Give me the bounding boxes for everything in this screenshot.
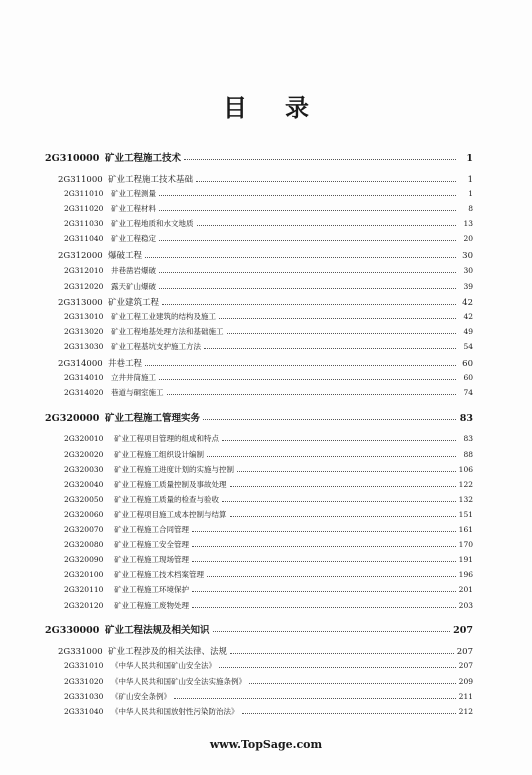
- toc-entry: [64, 509, 473, 520]
- toc-entry-code: 2G313030: [64, 342, 104, 351]
- toc-entry: [64, 706, 473, 717]
- toc-entry: [64, 311, 473, 322]
- toc-entry-title: 矿业工程施工技术档案管理: [114, 570, 204, 579]
- toc-entry-title: 矿业工程基坑支护施工方法: [111, 342, 201, 351]
- toc-entry: [58, 173, 473, 185]
- toc-entry-page: 207: [458, 661, 473, 670]
- toc-entry-title: 矿业工程项目管理的组成和特点: [114, 434, 219, 443]
- toc-entry-page: 30: [463, 266, 473, 275]
- toc-entry-code: 2G320050: [64, 495, 104, 504]
- toc-entry-title: 矿业工程施工安全管理: [114, 540, 189, 549]
- toc-leader-dots: [159, 240, 456, 241]
- toc-entry: [45, 622, 473, 636]
- toc-entry: [64, 584, 473, 595]
- toc-entry-title: 矿业建筑工程: [108, 298, 160, 308]
- toc-entry: [64, 387, 473, 398]
- toc-entry-page: 1: [467, 175, 473, 185]
- toc-entry-code: 2G320070: [64, 525, 104, 534]
- toc-leader-dots: [204, 348, 456, 349]
- toc-entry: [64, 281, 473, 292]
- toc-entry-title: 矿业工程施工合同管理: [114, 525, 189, 534]
- toc-entry: [64, 203, 473, 214]
- toc-entry-page: 207: [453, 625, 473, 636]
- toc-leader-dots: [159, 288, 456, 289]
- toc-entry-title: 矿业工程施工技术: [105, 153, 182, 164]
- toc-entry-code: 2G320030: [64, 465, 104, 474]
- toc-entry-code: 2G311030: [64, 219, 104, 228]
- toc-entry-code: 2G320100: [64, 570, 104, 579]
- toc-entry: [58, 645, 473, 657]
- toc-leader-dots: [167, 394, 457, 395]
- toc-entry: [64, 524, 473, 535]
- toc-entry-title: 矿业工程工业建筑的结构及施工: [111, 312, 216, 321]
- toc-entry: [58, 357, 473, 369]
- page-title: [0, 88, 532, 123]
- toc-entry-title: 《矿山安全条例》: [111, 692, 171, 701]
- toc-entry-code: 2G311000: [58, 175, 103, 185]
- toc-entry: [45, 410, 473, 424]
- toc-leader-dots: [222, 501, 456, 502]
- toc-entry-page: 74: [463, 388, 473, 397]
- toc-entry: [64, 479, 473, 490]
- toc-entry-title: 立井井筒施工: [111, 373, 156, 382]
- toc-entry-code: 2G331010: [64, 661, 104, 670]
- toc-entry-code: 2G314000: [58, 359, 103, 369]
- toc-entry: [64, 464, 473, 475]
- toc-leader-dots: [162, 304, 456, 305]
- toc-entry-title: 井巷工程: [108, 359, 143, 369]
- toc-entry-page: 83: [463, 434, 473, 443]
- toc-entry-code: 2G311040: [64, 234, 104, 243]
- footer-website: www.TopSage.com: [209, 738, 323, 751]
- toc-leader-dots: [219, 318, 456, 319]
- toc-leader-dots: [192, 561, 456, 562]
- toc-entry-page: 49: [463, 327, 473, 336]
- toc-leader-dots: [159, 195, 456, 196]
- toc-entry-page: 132: [458, 495, 473, 504]
- toc-entry-page: 161: [458, 525, 473, 534]
- toc-entry: [64, 372, 473, 383]
- toc-entry: [64, 691, 473, 702]
- toc-entry-title: 矿业工程稳定: [111, 234, 156, 243]
- toc-entry: [64, 494, 473, 505]
- toc-entry-page: 20: [463, 234, 473, 243]
- toc-entry-code: 2G314010: [64, 373, 104, 382]
- toc-entry: [64, 676, 473, 687]
- toc-entry-page: 39: [463, 282, 473, 291]
- toc-leader-dots: [192, 607, 456, 608]
- toc-entry-page: 203: [458, 601, 473, 610]
- toc-leader-dots: [242, 713, 456, 714]
- toc-entry-code: 2G320090: [64, 555, 104, 564]
- toc-leader-dots: [207, 576, 456, 577]
- toc-entry-page: 211: [458, 692, 473, 701]
- toc-entry-page: 60: [463, 373, 473, 382]
- toc-entry-title: 《中华人民共和国矿山安全法实施条例》: [111, 677, 246, 686]
- toc-entry-code: 2G330000: [45, 625, 100, 636]
- toc-leader-dots: [203, 419, 456, 420]
- toc-entry-code: 2G311010: [64, 189, 104, 198]
- toc-entry-code: 2G314020: [64, 388, 104, 397]
- toc-entry-code: 2G320060: [64, 510, 104, 519]
- toc-entry-code: 2G320110: [64, 585, 104, 594]
- toc-entry: [64, 341, 473, 352]
- toc-leader-dots: [222, 440, 456, 441]
- toc-entry-code: 2G311020: [64, 204, 104, 213]
- toc-entry-title: 矿业工程地基处理方法和基础施工: [111, 327, 224, 336]
- toc-entry-page: 1: [466, 153, 473, 164]
- toc-entry-page: 106: [458, 465, 473, 474]
- toc-entry-page: 212: [458, 707, 473, 716]
- toc-entry-page: 196: [458, 570, 473, 579]
- toc-entry-title: 矿业工程施工进度计划的实施与控制: [114, 465, 234, 474]
- toc-entry-title: 《中华人民共和国矿山安全法》: [111, 661, 216, 670]
- toc-leader-dots: [230, 516, 456, 517]
- toc-entry-title: 井巷凿岩爆破: [111, 266, 156, 275]
- toc-entry: [64, 660, 473, 671]
- toc-leader-dots: [249, 683, 456, 684]
- toc-entry-page: 201: [458, 585, 473, 594]
- toc-entry-code: 2G320000: [45, 413, 100, 424]
- toc-entry-title: 矿业工程施工技术基础: [108, 175, 194, 185]
- toc-leader-dots: [145, 257, 456, 258]
- toc-leader-dots: [184, 159, 456, 160]
- toc-entry-page: 83: [459, 413, 473, 424]
- toc-entry-title: 矿业工程施工质量控制及事故处理: [114, 480, 227, 489]
- toc-entry-page: 151: [458, 510, 473, 519]
- toc-leader-dots: [196, 181, 456, 182]
- toc-entry-page: 122: [458, 480, 473, 489]
- toc-entry: [45, 150, 473, 164]
- toc-entry: [64, 554, 473, 565]
- toc-leader-dots: [197, 225, 457, 226]
- toc-entry-title: 巷道与硐室施工: [111, 388, 164, 397]
- toc-entry-code: 2G310000: [45, 153, 100, 164]
- toc-entry-code: 2G320020: [64, 450, 104, 459]
- toc-leader-dots: [159, 272, 456, 273]
- toc-leader-dots: [219, 667, 456, 668]
- toc-entry-code: 2G320120: [64, 601, 104, 610]
- toc-entry-page: 30: [462, 251, 473, 261]
- toc-entry: [64, 449, 473, 460]
- toc-entry: [64, 569, 473, 580]
- toc-leader-dots: [159, 379, 456, 380]
- toc-entry-page: 42: [462, 298, 473, 308]
- toc-entry-title: 矿业工程材料: [111, 204, 156, 213]
- toc-entry-code: 2G313010: [64, 312, 104, 321]
- toc-entry-code: 2G313000: [58, 298, 103, 308]
- toc-entry-page: 88: [463, 450, 473, 459]
- toc-leader-dots: [192, 591, 456, 592]
- toc-leader-dots: [207, 456, 456, 457]
- toc-entry: [64, 326, 473, 337]
- toc-entry-title: 矿业工程施工现场管理: [114, 555, 189, 564]
- toc-entry: [64, 233, 473, 244]
- toc-entry-title: 矿业工程施工管理实务: [105, 413, 201, 424]
- toc-entry-title: 矿业工程涉及的相关法律、法规: [108, 647, 228, 657]
- toc-entry-code: 2G312010: [64, 266, 104, 275]
- toc-entry: [64, 539, 473, 550]
- toc-leader-dots: [159, 210, 456, 211]
- toc-leader-dots: [227, 333, 457, 334]
- toc-entry-page: 54: [463, 342, 473, 351]
- toc-entry-page: 191: [458, 555, 473, 564]
- toc-entry-title: 矿业工程施工组织设计编制: [114, 450, 204, 459]
- toc-leader-dots: [230, 486, 456, 487]
- toc-entry-code: 2G320080: [64, 540, 104, 549]
- toc-entry-code: 2G312020: [64, 282, 104, 291]
- toc-entry-title: 矿业工程施工废物处理: [114, 601, 189, 610]
- toc-entry-code: 2G331020: [64, 677, 104, 686]
- toc-entry: [64, 218, 473, 229]
- toc-entry-code: 2G331030: [64, 692, 104, 701]
- toc-leader-dots: [192, 531, 456, 532]
- toc-entry: [64, 433, 473, 444]
- toc-entry-page: 8: [468, 204, 473, 213]
- toc-entry: [64, 265, 473, 276]
- toc-entry-title: 矿业工程法规及相关知识: [105, 625, 210, 636]
- toc-entry-title: 矿业工程项目施工成本控制与结算: [114, 510, 227, 519]
- toc-leader-dots: [192, 546, 456, 547]
- toc-entry-code: 2G331040: [64, 707, 104, 716]
- toc-leader-dots: [230, 653, 454, 654]
- toc-entry-page: 1: [468, 189, 473, 198]
- toc-entry-title: 爆破工程: [108, 251, 143, 261]
- toc-entry-code: 2G313020: [64, 327, 104, 336]
- toc-leader-dots: [213, 631, 451, 632]
- toc-entry-title: 《中华人民共和国放射性污染防治法》: [111, 707, 239, 716]
- toc-entry-page: 60: [462, 359, 473, 369]
- toc-leader-dots: [174, 698, 456, 699]
- toc-entry: [58, 296, 473, 308]
- toc-entry-page: 207: [456, 647, 473, 657]
- toc-entry-code: 2G320010: [64, 434, 104, 443]
- toc-entry: [58, 249, 473, 261]
- page-title-char-2: 录: [285, 94, 309, 122]
- toc-leader-dots: [145, 365, 456, 366]
- toc-entry-page: 13: [463, 219, 473, 228]
- toc-entry-title: 露天矿山爆破: [111, 282, 156, 291]
- toc-entry-code: 2G320040: [64, 480, 104, 489]
- toc-entry-title: 矿业工程测量: [111, 189, 156, 198]
- toc-entry: [64, 600, 473, 611]
- toc-entry-title: 矿业工程施工质量的检查与验收: [114, 495, 219, 504]
- toc-entry-code: 2G312000: [58, 251, 103, 261]
- toc-entry-title: 矿业工程地质和水文地质: [111, 219, 194, 228]
- toc-entry-code: 2G331000: [58, 647, 103, 657]
- toc-entry: [64, 188, 473, 199]
- toc-entry-page: 209: [458, 677, 473, 686]
- toc-leader-dots: [237, 471, 456, 472]
- toc-entry-page: 170: [458, 540, 473, 549]
- page-title-char-1: 目: [223, 94, 247, 122]
- toc-entry-title: 矿业工程施工环境保护: [114, 585, 189, 594]
- toc-entry-page: 42: [463, 312, 473, 321]
